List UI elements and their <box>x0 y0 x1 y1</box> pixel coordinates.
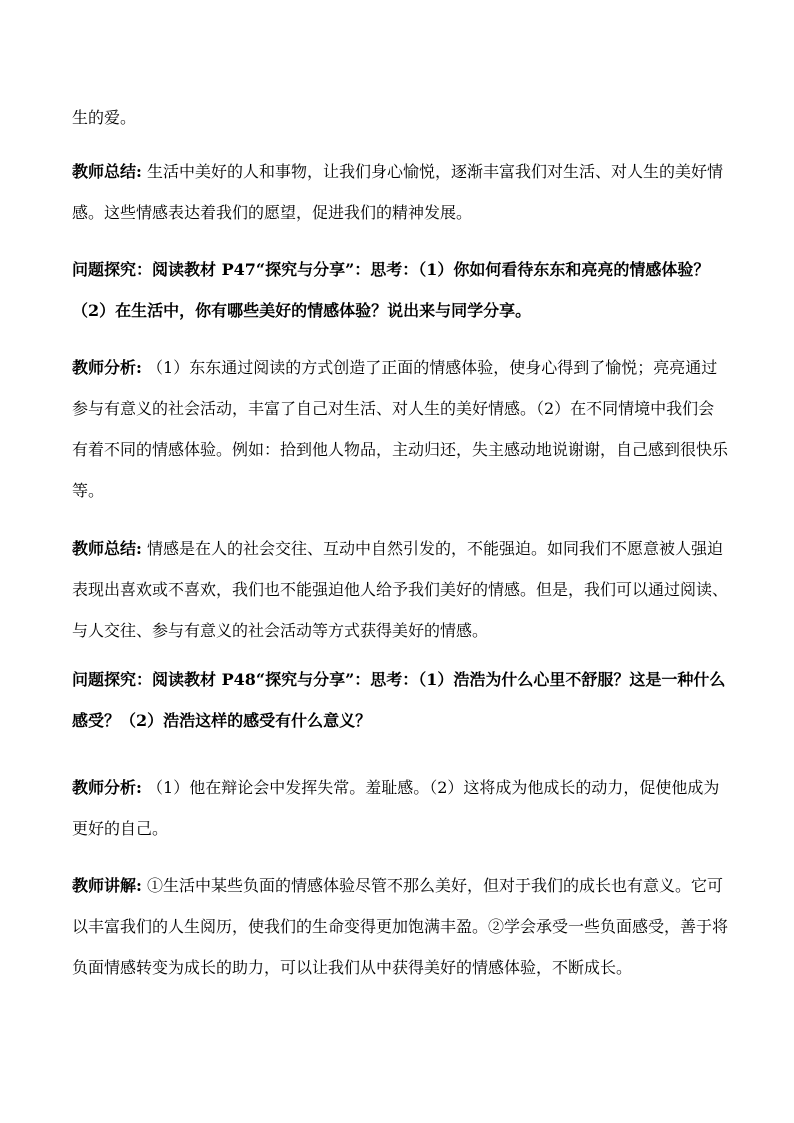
label-teacher-summary: 教师总结: <box>72 539 142 558</box>
label-teacher-explanation: 教师讲解: <box>72 876 142 895</box>
text-line: 负面情感转变为成长的助力，可以让我们从中获得美好的情感体验，不断成长。 <box>72 958 633 977</box>
paragraph-teacher-analysis-2 <box>72 774 732 843</box>
text-segment: （1）东东通过阅读的方式创造了正面的情感体验，使身心得到了愉悦；亮亮通过 <box>141 358 718 377</box>
text-segment: 情感是在人的社会交往、互动中自然引发的，不能强迫。如同我们不愿意被人强迫 <box>141 539 724 558</box>
text-line <box>72 535 732 563</box>
text-line: 有着不同的情感体验。例如：拾到他人物品，主动归还，失主感动地说谢谢，自己感到很快乐 <box>72 440 729 459</box>
label-teacher-analysis: 教师分析: <box>72 358 142 377</box>
text-segment: 生活中美好的人和事物，让我们身心愉悦，逐渐丰富我们对生活、对人生的美好情 <box>141 162 724 181</box>
text-line <box>72 774 732 802</box>
text-line: 生的爱。 <box>72 108 137 127</box>
text-line: 与人交往、参与有意义的社会活动等方式获得美好的情感。 <box>72 621 489 640</box>
text-line <box>72 872 732 900</box>
text-line: （2）在生活中，你有哪些美好的情感体验？说出来与同学分享。 <box>72 301 532 320</box>
text-line: 感。这些情感表达着我们的愿望，促进我们的精神发展。 <box>72 203 473 222</box>
paragraph-teacher-analysis-1 <box>72 354 732 505</box>
text-line: 问题探究：阅读教材 P47“探究与分享”：思考：（1）你如何看待东东和亮亮的情感体验？ <box>72 260 710 279</box>
paragraph-teacher-summary-2 <box>72 535 732 645</box>
text-segment: （1）他在辩论会中发挥失常。羞耻感。（2）这将成为他成长的动力，促使他成为 <box>141 778 720 797</box>
paragraph-continuation <box>72 104 732 132</box>
text-line <box>72 158 732 186</box>
text-line: 问题探究：阅读教材 P48“探究与分享”：思考：（1）浩浩为什么心里不舒服？这是一种什么 <box>72 670 726 689</box>
label-teacher-analysis: 教师分析: <box>72 778 142 797</box>
text-segment: ①生活中某些负面的情感体验尽管不那么美好，但对于我们的成长也有意义。它可 <box>141 876 724 895</box>
text-line: 以丰富我们的人生阅历，使我们的生命变得更加饱满丰盈。②学会承受一些负面感受，善于将 <box>72 917 729 936</box>
text-line: 等。 <box>72 481 105 500</box>
text-line <box>72 354 732 382</box>
paragraph-question-p48 <box>72 666 732 735</box>
paragraph-teacher-explanation <box>72 872 732 982</box>
paragraph-teacher-summary-1 <box>72 158 732 227</box>
text-line: 感受？（2）浩浩这样的感受有什么意义？ <box>72 711 372 730</box>
label-teacher-summary: 教师总结: <box>72 162 142 181</box>
text-line: 参与有意义的社会活动，丰富了自己对生活、对人生的美好情感。（2）在不同情境中我们会 <box>72 399 715 418</box>
text-line: 更好的自己。 <box>72 819 169 838</box>
paragraph-question-p47 <box>72 256 732 325</box>
text-line: 表现出喜欢或不喜欢，我们也不能强迫他人给予我们美好的情感。但是，我们可以通过阅读、 <box>72 580 729 599</box>
